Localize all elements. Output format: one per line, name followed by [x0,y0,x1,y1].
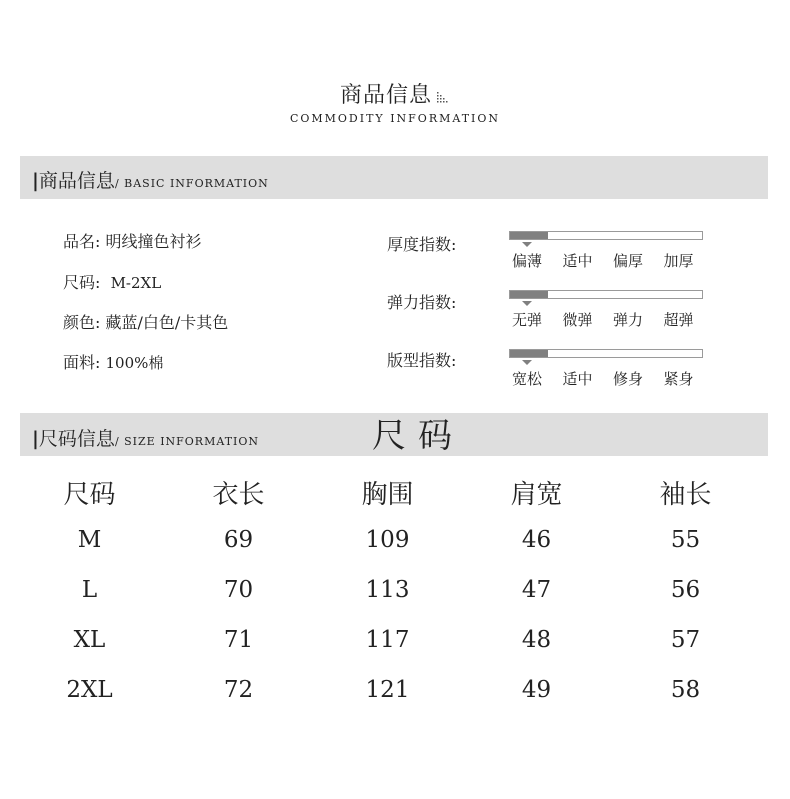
info-row-name [63,229,202,252]
elasticity-options [512,309,714,330]
size-info-label-cn: 尺码信息 [38,428,115,450]
table-cell: 72 [223,677,254,703]
table-cell: 58 [670,677,701,703]
scale-marker-icon [522,360,532,365]
table-row [15,515,760,565]
dots-decoration-icon [436,91,450,103]
basic-info-label-en: / BASIC INFORMATION [114,177,269,190]
column-header: 衣长 [212,480,265,510]
table-cell: 121 [365,677,410,703]
info-value: 藏蓝/白色/卡其色 [105,313,229,332]
option-label: 偏厚 [613,252,644,270]
table-cell: 57 [670,627,701,653]
info-key: 尺码: [63,273,101,292]
column-header: 尺码 [63,480,116,510]
option-label: 加厚 [663,252,694,270]
scale-fill [510,291,548,298]
scale-fill [510,350,548,357]
table-cell: 109 [365,527,410,553]
heading-bar: | [32,170,39,192]
size-table [15,470,760,715]
info-key: 品名: [63,232,101,251]
table-cell: XL [73,627,106,653]
fit-options [512,368,714,389]
size-info-heading [32,424,259,451]
column-header: 肩宽 [510,480,563,510]
basic-info-band [20,156,768,199]
basic-info-heading [32,166,269,193]
info-row-color [63,310,228,333]
option-label: 弹力 [613,311,644,329]
option-label: 适中 [562,370,593,388]
option-label: 修身 [613,370,644,388]
info-row-fabric [63,350,163,373]
size-info-label-en: / SIZE INFORMATION [114,435,260,448]
thickness-index-scale [509,231,703,240]
fit-index-scale [509,349,703,358]
table-header-row [15,470,760,515]
table-row [15,665,760,715]
table-cell: 70 [223,577,254,603]
info-value: 100%棉 [105,354,164,372]
option-label: 偏薄 [512,252,543,270]
scale-fill [510,232,548,239]
table-cell: 56 [670,577,701,603]
table-row [15,615,760,665]
table-cell: 71 [223,627,254,653]
column-header: 袖长 [659,480,712,510]
info-row-size [63,270,161,293]
table-cell: 69 [223,527,254,553]
info-key: 颜色: [63,313,101,332]
page-title-text: 商品信息 [339,83,432,108]
page-subtitle: COMMODITY INFORMATION [289,112,501,125]
table-cell: 2XL [66,677,113,703]
info-key: 面料: [63,353,101,372]
option-label: 超弹 [663,311,694,329]
option-label: 适中 [562,252,593,270]
table-cell: 117 [365,627,410,653]
option-label: 微弹 [562,311,593,329]
elasticity-index-label: 弹力指数: [387,293,457,312]
table-cell: 113 [365,577,410,603]
table-cell: 48 [521,627,552,653]
table-cell: 47 [521,577,552,603]
scale-marker-icon [522,301,532,306]
table-cell: 46 [521,527,552,553]
size-title: 尺码 [372,416,464,456]
table-cell: 55 [670,527,701,553]
basic-info-label-cn: 商品信息 [38,170,115,192]
option-label: 宽松 [512,370,543,388]
table-cell: 49 [521,677,552,703]
page-title [0,78,790,109]
info-value: 明线撞色衬衫 [105,232,202,251]
option-label: 无弹 [512,311,543,329]
table-cell: L [81,577,98,603]
elasticity-index-scale [509,290,703,299]
thickness-index-label: 厚度指数: [387,235,457,254]
table-cell: M [77,527,102,553]
column-header: 胸围 [361,480,414,510]
thickness-options [512,250,714,271]
scale-marker-icon [522,242,532,247]
option-label: 紧身 [663,370,694,388]
fit-index-label: 版型指数: [387,351,457,370]
table-row [15,565,760,615]
heading-bar: | [32,428,39,450]
info-value: M-2XL [110,274,162,292]
